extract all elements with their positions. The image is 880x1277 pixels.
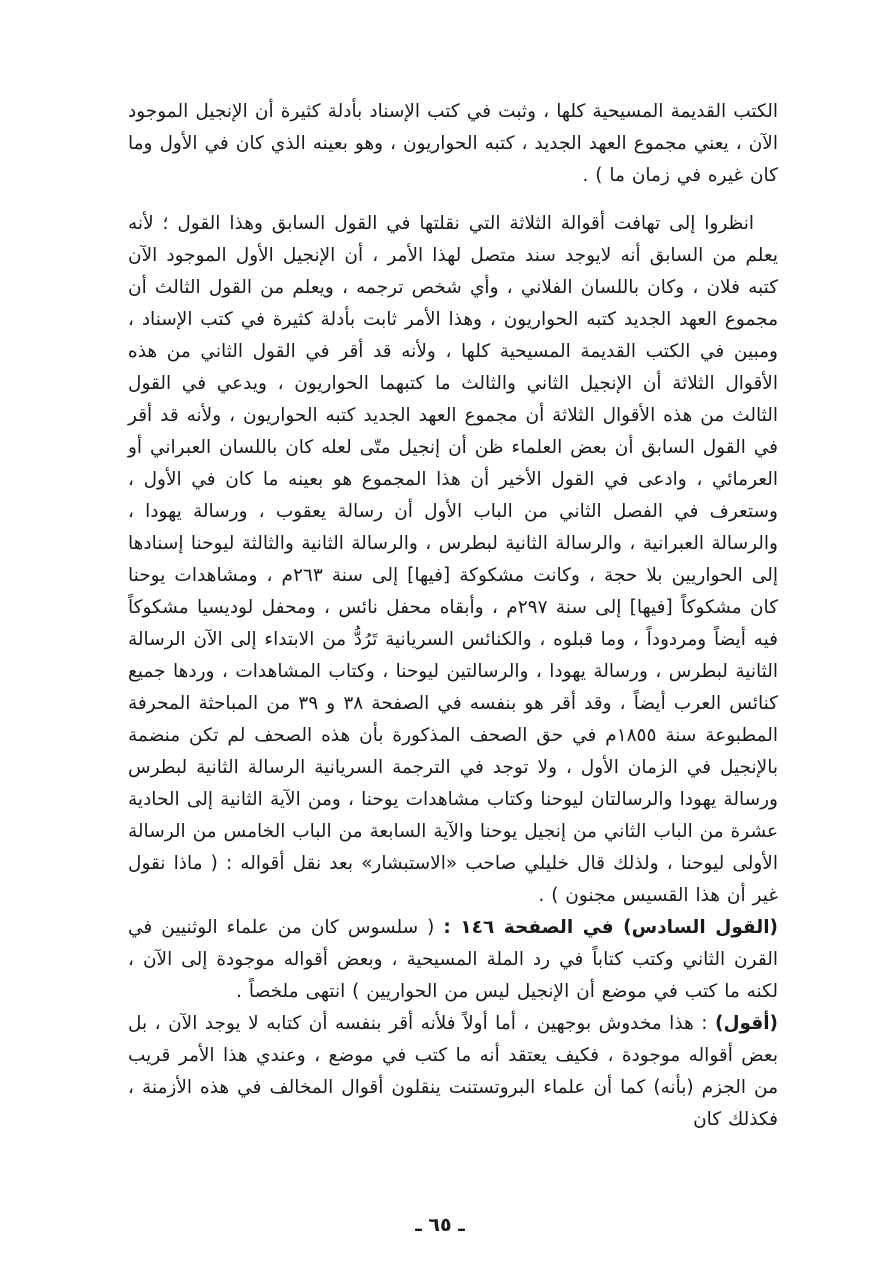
paragraph-text: الكتب القديمة المسيحية كلها ، وثبت في كتب الإسناد بأدلة كثيرة أن الإنجيل الموجود الآن ، يعني مجموع العهد الجديد ، كتبه الحواريون ، وهو بعينه الذي كان في الأول وما كان غيره في زمان ما ) . xyxy=(128,101,778,186)
page-body xyxy=(128,96,778,1136)
paragraph-text: ( سلسوس كان من علماء الوثنيين في القرن الثاني وكتب كتاباً في رد الملة المسيحية ، وبعض أقواله موجودة إلى الآن ، لكنه ما كتب في موضع أن الإنجيل ليس من الحواريين ) انتهى ملخصاً . xyxy=(128,917,778,1002)
page-number: ـ ٦٥ ـ xyxy=(415,1214,465,1236)
paragraph-main xyxy=(128,208,778,912)
paragraph-lead: (القول السادس) في الصفحة ١٤٦ : xyxy=(443,917,778,938)
paragraph-i-say xyxy=(128,1008,778,1136)
paragraph-text: انظروا إلى تهافت أقوالة الثلاثة التي نقلتها في القول السابق وهذا القول ؛ لأنه يعلم من السابق أنه لايوجد سند متصل لهذا الأمر ، أن الإنجيل الأول الموجود الآن كتبه فلان ، وكان باللسان الفلاني ، وأي شخص ترجمه ، ويعلم من القول الثالث أن مجموع العهد الجديد كتبه الحواريون ، وهذا الأمر ثابت بأدلة كثيرة في كتب الإسناد ، ومبين في الكتب القديمة المسيحية كلها ، ولأنه قد أقر في القول الثاني من هذه الأقوال الثلاثة أن الإنجيل الثاني والثالث ما كتبهما الحواريون ، ويدعي في القول الثالث من هذه الأقوال الثلاثة أن مجموع العهد الجديد كتبه الحواريون ، ولأنه قد أقر في القول السابق أن بعض العلماء ظن أن إنجيل متّى لعله كان باللسان العبراني أو العرمائي ، وادعى في القول الأخير أن هذا المجموع هو بعينه ما كان في الأول ، وستعرف في الفصل الثاني من الباب الأول أن رسالة يعقوب ، ورسالة يهودا ، والرسالة العبرانية ، والرسالة الثانية لبطرس ، والرسالة الثانية والثالثة ليوحنا إسنادها إلى الحواريين بلا حجة ، وكانت مشكوكة [فيها] إلى سنة ٢٦٣م ، ومشاهدات يوحنا كان مشكوكاً [فيها] إلى سنة ٢٩٧م ، وأبقاه محفل نائس ، ومحفل لوديسيا مشكوكاً فيه أيضاً ومردوداً ، وما قبلوه ، والكنائس السريانية تَرُدُّ من الابتداء إلى الآن الرسالة الثانية لبطرس ، ورسالة يهودا ، والرسالتين ليوحنا ، وكتاب المشاهدات ، وردها جميع كنائس العرب أيضاً ، وقد أقر هو بنفسه في الصفحة ٣٨ و ٣٩ من المباحثة المحرفة المطبوعة سنة ١٨٥٥م في حق الصحف المذكورة بأن هذه الصحف لم تكن منضمة بالإنجيل في الزمان الأول ، ولا توجد في الترجمة السريانية الرسالة الثانية لبطرس ورسالة يهودا والرسالتان ليوحنا وكتاب مشاهدات يوحنا ، ومن الآية الثانية إلى الحادية عشرة من الباب الثاني من إنجيل يوحنا والآية السابعة من الباب الخامس من الرسالة الأولى ليوحنا ، ولذلك قال خليلي صاحب «الاستبشار» بعد نقل أقواله : ( ماذا نقول غير أن هذا القسيس مجنون ) . xyxy=(128,213,778,906)
paragraph-sixth-saying xyxy=(128,912,778,1008)
paragraph-text: : هذا مخدوش بوجهين ، أما أولاً فلأنه أقر بنفسه أن كتابه لا يوجد الآن ، بل بعض أقواله موجودة ، فكيف يعتقد أنه ما كتب في موضع ، وعندي هذا الأمر قريب من الجزم (بأنه) كما أن علماء البروتستنت ينقلون أقوال المخالف في هذه الأزمنة ، فكذلك كان xyxy=(128,1013,778,1130)
paragraph-lead: (أقول) xyxy=(714,1013,778,1034)
paragraph-continuation xyxy=(128,96,778,192)
